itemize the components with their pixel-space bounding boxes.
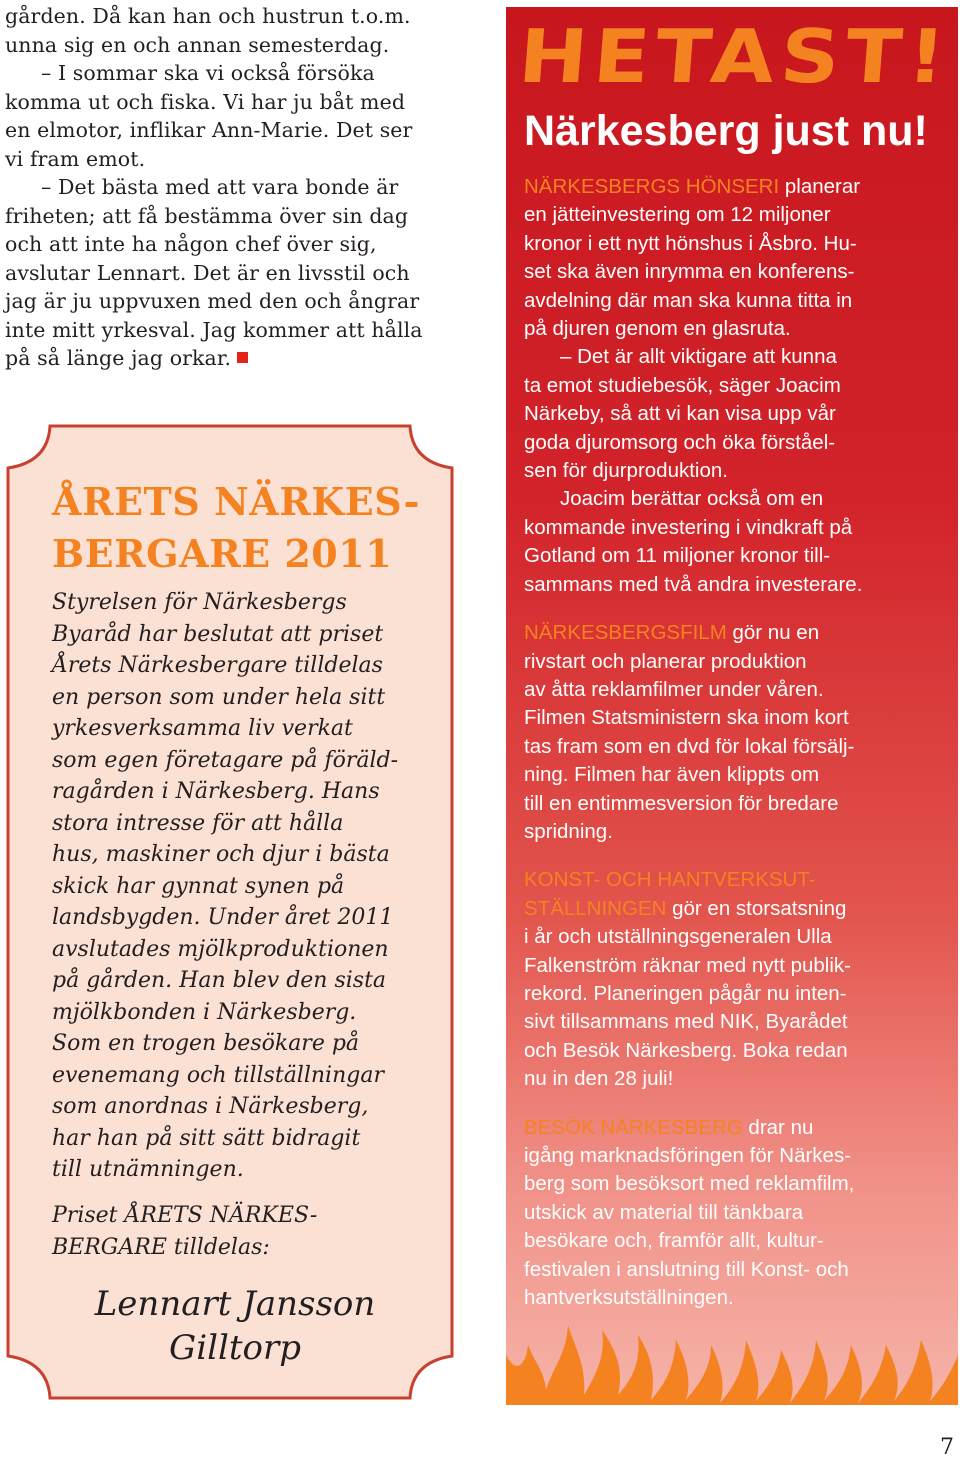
news-text: Närkeby, så att vi kan visa upp vår	[524, 402, 836, 426]
article-line: – I sommar ska vi också försöka	[41, 61, 375, 85]
news-item	[524, 619, 954, 846]
news-item	[524, 866, 954, 1093]
news-text: berg som besöksort med reklamfilm,	[524, 1172, 855, 1196]
hetast-subtitle: Närkesberg just nu!	[524, 107, 928, 155]
news-text: Joacim berättar också om en	[560, 487, 824, 511]
end-of-article-mark	[237, 352, 248, 363]
news-line	[524, 258, 954, 286]
article-text	[5, 2, 475, 373]
news-text: utskick av material till tänkbara	[524, 1200, 804, 1224]
news-line	[524, 952, 954, 980]
hetast-news-list	[524, 173, 954, 1332]
page-number: 7	[940, 1435, 954, 1460]
article-line: och att inte ha någon chef över sig,	[5, 232, 377, 256]
news-text: besökare och, framför allt, kultur-	[524, 1229, 824, 1253]
news-line	[524, 619, 954, 647]
award-text-line: Styrelsen för Närkesbergs	[52, 590, 347, 615]
award-text-line: Byaråd har beslutat att priset	[52, 621, 384, 647]
award-text-line: evenemang och tillställningar	[52, 1062, 384, 1088]
award-text-line: som egen företagare på föräld-	[52, 747, 399, 773]
news-text: i år och utställningsgeneralen Ulla	[524, 925, 832, 949]
award-text-line: har han på sitt sätt bidragit	[52, 1125, 361, 1151]
news-keyword: KONST- OCH HANTVERKSUT-	[524, 868, 816, 892]
news-text: Gotland om 11 miljoner kronor till-	[524, 544, 831, 568]
news-line	[524, 542, 954, 570]
award-text-line: stora intresse för att hålla	[52, 810, 344, 836]
news-line	[524, 571, 954, 599]
news-text: – Det är allt viktigare att kunna	[560, 345, 837, 369]
article-line: unna sig en och annan semesterdag.	[5, 32, 390, 57]
hetast-panel	[506, 7, 958, 1405]
award-text-line: yrkesverksamma liv verkat	[52, 716, 353, 741]
news-text: spridning.	[524, 819, 613, 843]
award-text-line: mjölkbonden i Närkesberg.	[52, 999, 357, 1025]
news-text: planerar	[779, 175, 861, 198]
award-text-line: landsbygden. Under året 2011	[52, 905, 394, 930]
award-text-line: avslutades mjölkproduktionen	[52, 936, 389, 962]
article-line: friheten; att få bestämma över sin dag	[5, 203, 409, 228]
news-line	[524, 790, 954, 818]
news-text: rivstart och planerar produktion	[524, 649, 807, 673]
news-line	[524, 400, 954, 428]
news-text: gör en storsatsning	[666, 896, 847, 920]
news-line	[524, 733, 954, 761]
article-line: komma ut och fiska. Vi har ju båt med	[5, 89, 406, 114]
award-text-line: till utnämningen.	[52, 1157, 244, 1182]
news-text: ta emot studiebesök, säger Joacim	[524, 373, 841, 397]
news-keyword: STÄLLNINGEN	[524, 896, 667, 920]
news-text: drar nu	[742, 1115, 814, 1139]
news-line	[524, 343, 954, 371]
news-text: av åtta reklamfilmer under våren.	[524, 677, 824, 701]
news-text: gör nu en	[726, 621, 820, 645]
news-line	[524, 230, 954, 258]
award-intro-line: Priset ÅRETS NÄRKES-	[52, 1203, 318, 1228]
news-line	[524, 1065, 954, 1093]
news-text: igång marknadsföringen för Närkes-	[524, 1144, 852, 1167]
news-line	[524, 1037, 954, 1065]
award-text-line: ragården i Närkesberg. Hans	[52, 779, 380, 804]
news-line	[524, 514, 954, 542]
news-line	[524, 201, 954, 229]
news-line	[524, 895, 954, 923]
news-text: hantverksutställningen.	[524, 1286, 734, 1310]
article-line: gården. Då kan han och hustrun t.o.m.	[5, 4, 411, 28]
news-text: set ska även inrymma en konferens-	[524, 260, 855, 284]
news-text: en jätteinvestering om 12 miljoner	[524, 203, 831, 227]
news-line	[524, 429, 954, 457]
winner-place: Gilltorp	[169, 1328, 301, 1368]
article-line: en elmotor, inflikar Ann-Marie. Det ser	[5, 118, 413, 142]
award-intro-line: BERGARE tilldelas:	[52, 1235, 270, 1260]
article-line: på så länge jag orkar.	[5, 346, 232, 370]
news-item	[524, 173, 954, 599]
news-text: och Besök Närkesberg. Boka redan	[524, 1038, 848, 1062]
news-text: ning. Filmen har även klippts om	[524, 763, 820, 787]
news-text: nu in den 28 juli!	[524, 1067, 674, 1091]
article-line: avslutar Lennart. Det är en livsstil och	[5, 260, 410, 285]
news-line	[524, 1008, 954, 1036]
news-line	[524, 648, 954, 676]
award-text-line: som anordnas i Närkesberg,	[52, 1094, 369, 1119]
award-heading: ÅRETS NÄRKES- BERGARE 2011	[52, 479, 420, 576]
news-text: på djuren genom en glasruta.	[524, 317, 791, 341]
award-description	[52, 587, 452, 1186]
news-line	[524, 1227, 954, 1255]
news-item	[524, 1114, 954, 1313]
news-line	[524, 676, 954, 704]
hetast-title: HETAST!	[515, 14, 955, 100]
news-keyword: NÄRKESBERGS HÖNSERI	[524, 175, 780, 198]
news-text: festivalen i anslutning till Konst- och	[524, 1257, 849, 1281]
news-line	[524, 761, 954, 789]
news-line	[524, 818, 954, 846]
award-text-line: Som en trogen besökare på	[52, 1031, 360, 1056]
award-intro	[52, 1200, 317, 1264]
award-text-line: Årets Närkesbergare tilldelas	[52, 653, 383, 678]
news-line	[524, 923, 954, 951]
news-keyword: NÄRKESBERGSFILM	[524, 621, 727, 645]
news-text: till en entimmesversion för bredare	[524, 791, 839, 815]
news-line	[524, 866, 954, 894]
news-text: kronor i ett nytt hönshus i Åsbro. Hu-	[524, 231, 857, 255]
flames-decoration	[506, 1295, 958, 1405]
news-line	[524, 1256, 954, 1284]
news-text: sen för djurproduktion.	[524, 459, 728, 483]
news-text: tas fram som en dvd för lokal försälj-	[524, 734, 855, 758]
award-text-line: på gården. Han blev den sista	[52, 968, 387, 993]
article-line: inte mitt yrkesval. Jag kommer att hålla	[5, 317, 423, 342]
news-line	[524, 1199, 954, 1227]
article-line: – Det bästa med att vara bonde är	[41, 175, 399, 199]
article-line: vi fram emot.	[5, 146, 146, 171]
award-text-line: en person som under hela sitt	[52, 684, 386, 710]
article-line: jag är ju uppvuxen med den och ångrar	[5, 289, 420, 313]
award-winner	[60, 1282, 410, 1370]
news-line	[524, 315, 954, 343]
news-line	[524, 1114, 954, 1142]
winner-name: Lennart Jansson	[94, 1284, 376, 1324]
award-text-line: skick har gynnat synen på	[52, 873, 345, 899]
news-text: sivt tillsammans med NIK, Byarådet	[524, 1010, 848, 1034]
news-keyword: BESÖK NÄRKESBERG	[524, 1115, 743, 1139]
news-text: Falkenström räknar med nytt publik-	[524, 953, 851, 977]
news-line	[524, 1170, 954, 1198]
news-line	[524, 704, 954, 732]
news-text: avdelning där man ska kunna titta in	[524, 288, 853, 312]
news-line	[524, 173, 954, 201]
news-line	[524, 1142, 954, 1170]
news-line	[524, 287, 954, 315]
news-line	[524, 457, 954, 485]
news-line	[524, 485, 954, 513]
news-text: rekord. Planeringen pågår nu inten-	[524, 981, 847, 1005]
news-text: goda djuromsorg och öka förståel-	[524, 430, 836, 454]
news-line	[524, 372, 954, 400]
news-text: kommande investering i vindkraft på	[524, 515, 853, 539]
news-text: Filmen Statsministern ska inom kort	[524, 706, 849, 730]
news-line	[524, 980, 954, 1008]
news-text: sammans med två andra investerare.	[524, 572, 863, 596]
award-text-line: hus, maskiner och djur i bästa	[52, 842, 390, 867]
